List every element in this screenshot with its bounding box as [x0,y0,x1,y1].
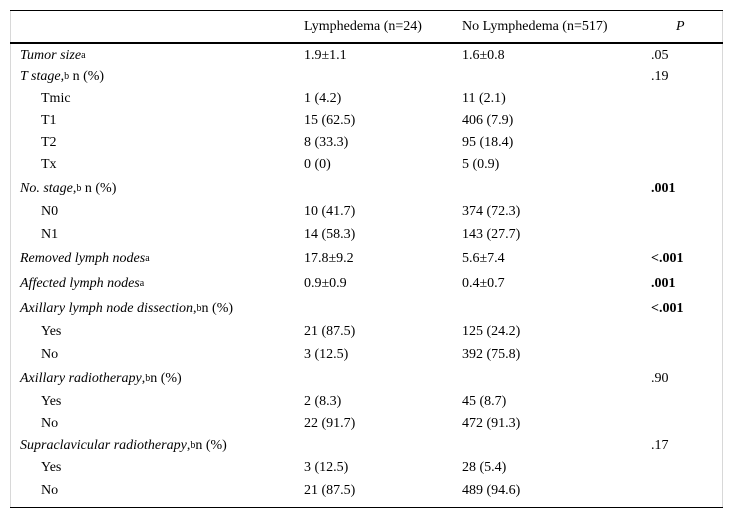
table-row [10,435,723,457]
table-row [10,413,723,435]
label-text: Removed lymph nodes [20,250,146,266]
table-row [10,246,723,271]
header-lymphedema: Lymphedema (n=24) [304,19,422,34]
table-row [10,45,723,66]
lymphedema-value: 8 (33.3) [304,135,349,150]
label-text: Tx [41,157,57,172]
sub-category-label [41,88,71,110]
no-lymphedema-value: 11 (2.1) [462,91,506,106]
label-text: T2 [41,135,57,150]
label-text: No. stage [20,180,73,196]
sub-category-label [41,110,57,132]
lymphedema-value: 17.8±9.2 [304,250,354,266]
table-row [10,176,723,201]
label-text: N0 [41,204,59,219]
label-text: No [41,346,59,362]
lymphedema-value: 14 (58.3) [304,226,356,242]
p-value: .001 [651,275,676,291]
table-row [10,201,723,223]
no-lymphedema-value: 392 (75.8) [462,346,521,362]
table-row [10,321,723,343]
variable-label: T stage , b n (%) [20,69,105,84]
table-row [10,271,723,296]
lymphedema-value: 15 (62.5) [304,113,356,128]
no-lymphedema-value: 143 (27.7) [462,226,521,242]
sub-category-label [41,321,61,343]
sub-category-label [41,201,58,223]
table-header-rule [10,42,723,44]
no-lymphedema-value: 5.6±7.4 [462,250,505,266]
sub-category-label [41,343,58,366]
table-row [10,223,723,246]
label-text: No [41,483,59,498]
table-row [10,110,723,132]
no-lymphedema-value: 95 (18.4) [462,135,514,150]
table-row [10,391,723,413]
header-p-value: P [676,19,685,34]
no-lymphedema-value: 5 (0.9) [462,157,500,172]
label-text: Tmic [41,91,71,106]
sub-category-label [41,391,61,413]
no-lymphedema-value: 472 (91.3) [462,416,521,431]
label-text: T stage [20,69,61,84]
no-lymphedema-value: 28 (5.4) [462,460,507,475]
label-text: Tumor size [20,47,82,63]
no-lymphedema-value: 489 (94.6) [462,483,521,498]
unit-text: n (%) [201,300,234,316]
p-value: .19 [651,69,669,84]
lymphedema-value: 10 (41.7) [304,204,356,219]
table-row [10,88,723,110]
variable-label: Removed lymph nodes a [20,250,150,266]
p-value: .05 [651,47,669,63]
no-lymphedema-value: 45 (8.7) [462,394,507,409]
sub-category-label [41,457,61,479]
sub-category-label [41,413,58,435]
label-text: Axillary lymph node dissection [20,300,194,316]
lymphedema-value: 22 (91.7) [304,416,356,431]
table-row [10,479,723,503]
table-row [10,296,723,321]
variable-label: Axillary lymph node dissection , b n (%) [20,300,234,316]
label-text: Yes [41,460,62,475]
lymphedema-value: 0 (0) [304,157,331,172]
lymphedema-value: 3 (12.5) [304,346,349,362]
unit-text: n (%) [195,438,227,453]
lymphedema-value: 1 (4.2) [304,91,342,106]
header-no-lymphedema: No Lymphedema (n=517) [462,19,608,34]
p-value: <.001 [651,250,684,266]
p-value: <.001 [651,300,684,316]
variable-label: Tumor size a [20,47,86,63]
variable-label: Axillary radiotherapy , b n (%) [20,370,182,386]
label-text: Yes [41,394,62,409]
label-text: Yes [41,324,62,339]
label-text: No [41,416,59,431]
label-text: T1 [41,113,57,128]
lymphedema-value: 21 (87.5) [304,483,356,498]
label-text: Axillary radiotherapy [20,370,142,386]
no-lymphedema-value: 0.4±0.7 [462,275,505,291]
p-value: .90 [651,370,669,386]
lymphedema-value: 0.9±0.9 [304,275,347,291]
variable-label: Affected lymph nodes a [20,275,145,291]
no-lymphedema-value: 374 (72.3) [462,204,521,219]
variable-label: Supraclavicular radiotherapy , b n (%) [20,438,227,453]
lymphedema-value: 3 (12.5) [304,460,349,475]
table-top-rule [10,10,723,11]
sub-category-label [41,479,58,503]
sub-category-label [41,132,57,154]
lymphedema-value: 1.9±1.1 [304,47,347,63]
table-row [10,366,723,391]
unit-text: n (%) [69,69,105,84]
label-text: N1 [41,226,59,242]
variable-label: No. stage , b n (%) [20,180,117,196]
lymphedema-value: 2 (8.3) [304,394,342,409]
unit-text: n (%) [81,180,117,196]
table-row [10,343,723,366]
table-row [10,457,723,479]
no-lymphedema-value: 1.6±0.8 [462,47,505,63]
table-bottom-rule [10,507,723,508]
p-value: .17 [651,438,669,453]
no-lymphedema-value: 406 (7.9) [462,113,514,128]
table-row [10,66,723,88]
label-text: Affected lymph nodes [20,275,140,291]
table-row [10,154,723,176]
lymphedema-value: 21 (87.5) [304,324,356,339]
sub-category-label [41,223,58,246]
label-text: Supraclavicular radiotherapy [20,438,187,453]
unit-text: n (%) [150,370,182,386]
table-row [10,132,723,154]
p-value: .001 [651,180,676,196]
no-lymphedema-value: 125 (24.2) [462,324,521,339]
sub-category-label [41,154,57,176]
